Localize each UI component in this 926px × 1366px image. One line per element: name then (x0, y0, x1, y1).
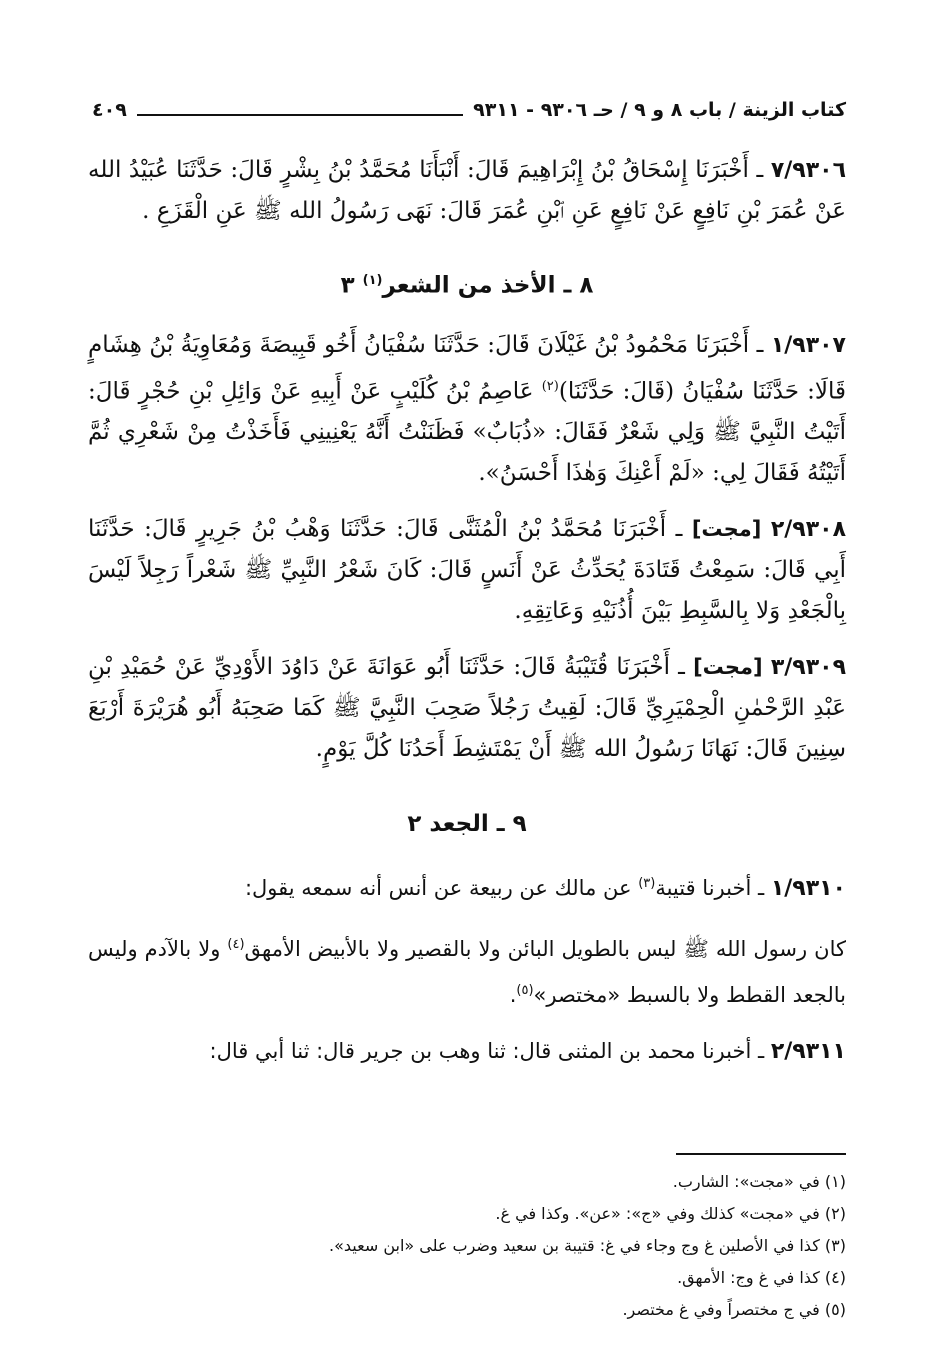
page-body (88, 150, 846, 1087)
footnote-1: (١) في «مجت»: الشارب. (672, 1172, 846, 1191)
hadith-text: ـ أَخْبَرَنَا مُحَمَّدُ بْنُ الْمُثَنَّى قَالَ: حَدَّثَنَا وَهْبُ بْنُ جَرِيرٍ قَالَ: حَدَّثَنَا أَبِي قَالَ: سَمِعْتُ قَتَادَةَ يُحَدِّثُ عَنْ أَنَسٍ قَالَ: كَانَ شَعْرُ النَّبِيِّ ﷺ شَعْراً رَجِلاً لَيْسَ بِالْجَعْدِ وَلا بِالسَّبِطِ بَيْنَ أُذُنَيْهِ وَعَاتِقِهِ. (88, 516, 846, 625)
hadith-9307 (88, 325, 846, 495)
hadith-number: ١/٩٣٠٧ (770, 332, 846, 358)
footnote-2: (٢) في «مجت» كذلك وفي «ج»: «عن». وكذا في غ. (495, 1204, 846, 1223)
footnote-ref: (١) (362, 273, 383, 288)
footnote-ref: (٥) (516, 983, 534, 999)
page-header (92, 92, 846, 128)
hadith-9311 (88, 1031, 846, 1072)
hadith-text-end: . (509, 983, 517, 1008)
section-heading-8 (88, 260, 846, 307)
hadith-number: ٢/٩٣١١ (770, 1039, 846, 1065)
hadith-text-cont: ولا بالآدم وليس بالجعد القطط ولا بالسبط «مختصر» (88, 937, 846, 1008)
hadith-number: ٢/٩٣٠٨ (770, 517, 847, 543)
section-title: ٨ ـ الأخذ من الشعر (382, 272, 594, 299)
footnote-ref: (٢) (541, 378, 559, 394)
section-count: ٣ (340, 272, 355, 299)
hadith-text: ـ أَخْبَرَنَا إِسْحَاقُ بْنُ إِبْرَاهِيمَ قَالَ: أَنْبَأَنَا مُحَمَّدُ بْنُ بِشْرٍ قَالَ: حَدَّثَنَا عُبَيْدُ الله عَنْ عُمَرَ بْنِ نَافِعٍ عَنْ نَافِعٍ عَنِ ٱبْنِ عُمَرَ قَالَ: نَهَى رَسُولُ الله ﷺ عَنِ الْقَزَعِ . (88, 157, 846, 224)
running-title: كتاب الزينة / باب ٨ و ٩ / حـ ٩٣٠٦ - ٩٣١١ (473, 99, 846, 121)
footnote-ref: (٣) (638, 876, 656, 892)
section-heading-9 (88, 804, 846, 845)
footnote-divider (676, 1153, 846, 1155)
section-title: ٩ ـ الجعد (429, 811, 527, 838)
hadith-number: ٧/٩٣٠٦ (770, 158, 847, 183)
hadith-9306 (88, 150, 846, 232)
page-number: ٤٠٩ (92, 99, 127, 121)
source-tag: [مجت] (693, 655, 763, 680)
hadith-text-cont: عَاصِمُ بْنُ كُلَيْبٍ عَنْ أَبِيهِ عَنْ وَائِلِ بْنِ حُجْرٍ قَالَ: أَتَيْتُ النَّبِيَّ ﷺ وَلِي شَعْرٌ فَقَالَ: «ذُبَابٌ» فَظَنَنْتُ أَنَّهُ يَعْنِينِي فَأَخَذْتُ مِنْ شَعْرِي ثُمَّ أَتَيْتُهُ فَقَالَ لِي: «لَمْ أَعْنِكَ وَهٰذَا أَحْسَنُ». (88, 378, 846, 487)
source-tag: [مجت] (691, 517, 762, 542)
section-count: ٢ (407, 811, 422, 838)
hadith-number: ٣/٩٣٠٩ (770, 655, 847, 681)
hadith-text: ـ أخبرنا محمد بن المثنى قال: ثنا وهب بن جرير قال: ثنا أبي قال: (209, 1039, 765, 1064)
hadith-text: ـ أَخْبَرَنَا قُتَيْبَةُ قَالَ: حَدَّثَنَا أَبُو عَوَانَةَ عَنْ دَاوُدَ الأَوْدِيِّ عَنْ حُمَيْدِ بْنِ عَبْدِ الرَّحْمٰنِ الْحِمْيَرِيِّ قَالَ: لَقِيتُ رَجُلاً صَحِبَ النَّبِيَّ ﷺ كَمَا صَحِبَهُ أَبُو هُرَيْرَةَ أَرْبَعَ سِنِينَ قَالَ: نَهَانَا رَسُولُ الله ﷺ أَنْ يَمْتَشِطَ أَحَدُنَا كُلَّ يَوْمٍ. (88, 654, 846, 763)
hadith-text-cont: عن مالك عن ربيعة عن أنس أنه سمعه يقول: (244, 876, 639, 901)
hadith-9308 (88, 509, 846, 632)
footnote-3: (٣) كذا في الأصلين غ وج وجاء في غ: قتيبة بن سعيد وضرب على «ابن سعيد». (329, 1236, 846, 1255)
hadith-text: ـ أخبرنا قتيبة (655, 876, 765, 901)
hadith-number: ١/٩٣١٠ (770, 876, 846, 902)
footnotes (88, 1168, 846, 1328)
hadith-9309 (88, 647, 846, 770)
hadith-text: كان رسول الله ﷺ ليس بالطويل البائن ولا بالقصير ولا بالأبيض الأمهق (244, 937, 846, 962)
header-rule (137, 114, 463, 116)
hadith-text: ـ أَخْبَرَنَا مَحْمُودُ بْنُ غَيْلَانَ قَالَ: حَدَّثَنَا سُفْيَانُ أَخُو قَبِيصَةَ وَمُعَاوِيَةُ بْنُ هِشَامٍ قَالَا: حَدَّثَنَا سُفْيَانُ (قَالَ: حَدَّثَنَا) (88, 331, 847, 405)
footnote-4: (٤) كذا في غ وج: الأمهق. (677, 1268, 846, 1287)
hadith-9310-matn (88, 924, 846, 1016)
footnote-5: (٥) في ج مختصراً وفي غ مختصر. (622, 1300, 846, 1319)
hadith-9310 (88, 863, 846, 909)
footnote-ref: (٤) (227, 937, 245, 953)
